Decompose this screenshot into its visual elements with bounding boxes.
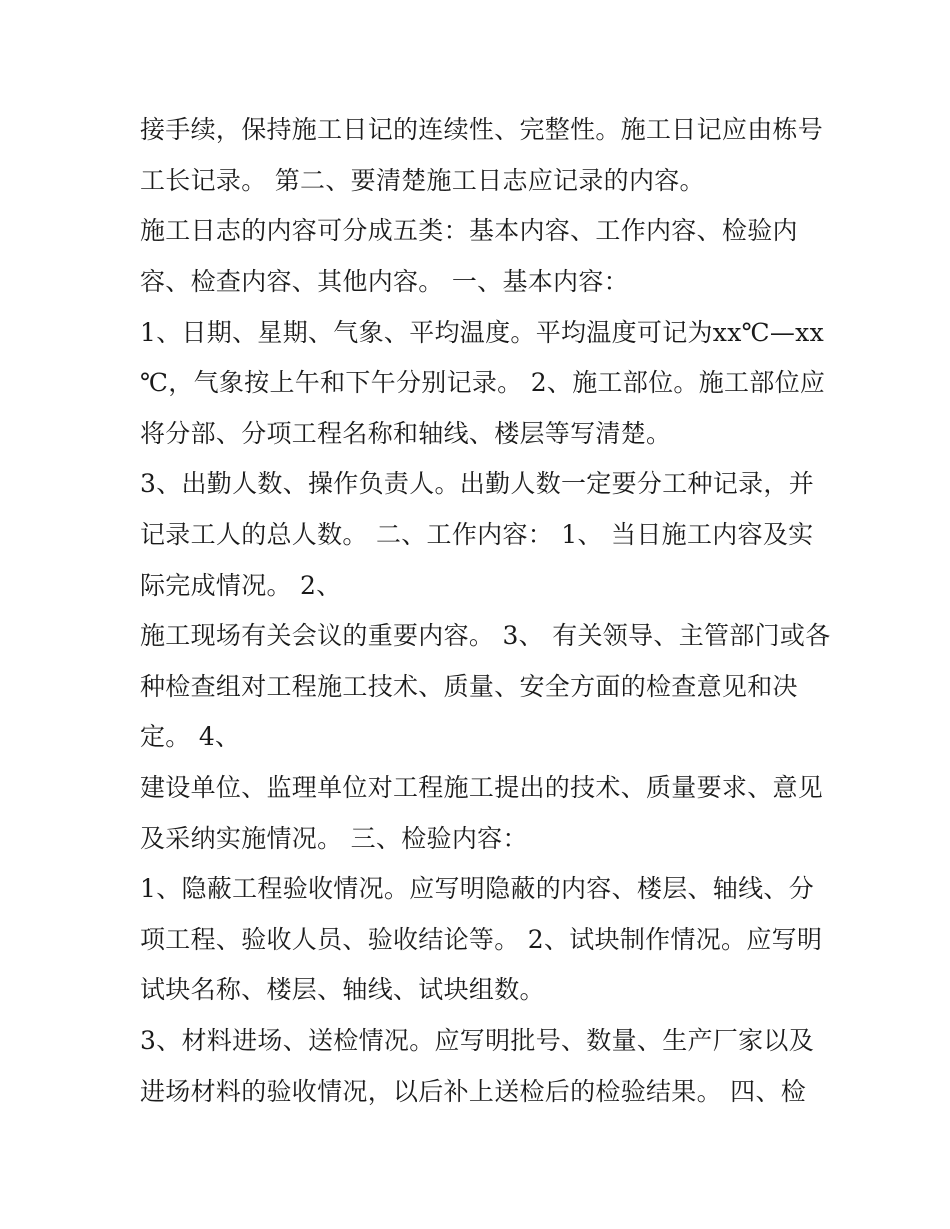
text-line: 1、日期、星期、气象、平均温度。平均温度可记为xx℃—xx <box>140 318 824 347</box>
text-line: 施工日志的内容可分成五类：基本内容、工作内容、检验内 <box>140 216 798 245</box>
text-line: 际完成情况。 2、 <box>140 571 342 600</box>
text-line: 建设单位、监理单位对工程施工提出的技术、质量要求、意见 <box>140 773 824 802</box>
text-line: 进场材料的验收情况，以后补上送检后的检验结果。 四、检 <box>140 1077 807 1106</box>
text-line: 试块名称、楼层、轴线、试块组数。 <box>140 975 545 1004</box>
text-line: 施工现场有关会议的重要内容。 3、 有关领导、主管部门或各 <box>140 621 831 650</box>
text-line: 3、出勤人数、操作负责人。出勤人数一定要分工种记录，并 <box>140 469 815 498</box>
text-line: 工长记录。 第二、要清楚施工日志应记录的内容。 <box>140 166 705 195</box>
text-line: 1、隐蔽工程验收情况。应写明隐蔽的内容、楼层、轴线、分 <box>140 874 815 903</box>
text-line: 种检查组对工程施工技术、质量、安全方面的检查意见和决 <box>140 672 798 701</box>
text-line: 记录工人的总人数。 二、工作内容： 1、 当日施工内容及实 <box>140 520 814 549</box>
text-line: ℃，气象按上午和下午分别记录。 2、施工部位。施工部位应 <box>140 368 826 397</box>
text-line: 3、材料进场、送检情况。应写明批号、数量、生产厂家以及 <box>140 1026 815 1055</box>
text-line: 项工程、验收人员、验收结论等。 2、试块制作情况。应写明 <box>140 925 823 954</box>
text-line: 容、检查内容、其他内容。 一、基本内容： <box>140 267 629 296</box>
text-line: 将分部、分项工程名称和轴线、楼层等写清楚。 <box>140 419 672 448</box>
text-line: 及采纳实施情况。 三、检验内容： <box>140 824 528 853</box>
text-line: 定。 4、 <box>140 722 241 751</box>
text-line: 接手续，保持施工日记的连续性、完整性。施工日记应由栋号 <box>140 115 824 144</box>
